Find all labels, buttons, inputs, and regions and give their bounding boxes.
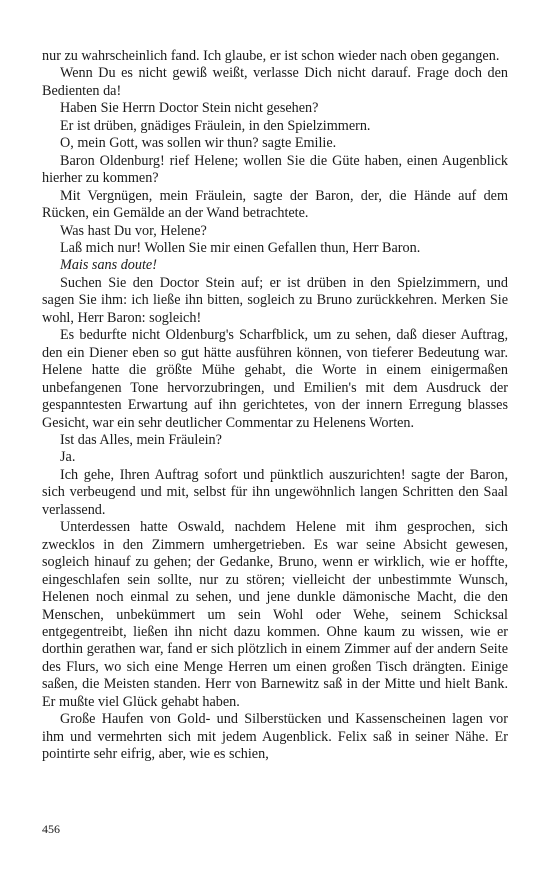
paragraph: Mit Vergnügen, mein Fräulein, sagte der Baron, der, die Hände auf dem Rücken, ein Gemälde an der Wand betrachtete.	[42, 187, 508, 222]
page-number: 456	[42, 822, 60, 836]
paragraph: O, mein Gott, was sollen wir thun? sagte Emilie.	[60, 135, 337, 152]
paragraph: Mais sans doute!	[60, 257, 157, 274]
paragraph: Laß mich nur! Wollen Sie mir einen Gefallen thun, Herr Baron.	[60, 239, 421, 256]
paragraph: Haben Sie Herrn Doctor Stein nicht gesehen?	[60, 100, 319, 117]
paragraph: Baron Oldenburg! rief Helene; wollen Sie die Güte haben, einen Augenblick hierher zu kommen?	[42, 152, 508, 187]
paragraph: Ist das Alles, mein Fräulein?	[60, 431, 222, 448]
book-page-text	[42, 48, 508, 764]
paragraph: Ich gehe, Ihren Auftrag sofort und pünktlich auszurichten! sagte der Baron, sich verbeugend und mit, selbst für ihn ungewöhnlich langen Schritten den Saal verlassend.	[42, 466, 508, 518]
paragraph: Was hast Du vor, Helene?	[60, 222, 207, 239]
paragraph: Unterdessen hatte Oswald, nachdem Helene mit ihm gesprochen, sich zwecklos in den Zimmern umhergetrieben. Es war seine Absicht gewesen, sogleich hinauf zu gehen; der Gedanke, Bruno, wenn er wirklich, wie er hoffte, eingeschlafen sein sollte, nur zu stören; vielleicht der unbestimmte Wunsch, Helenen noch einmal zu sehen, und jene dunkle dämonische Macht, die den Menschen, unbekümmert um sein Wohl oder Wehe, seinem Schicksal entgegentreibt, ließen ihn nicht dazu kommen. Ohne kaum zu wissen, wie er dorthin gerathen war, fand er sich plötzlich in einem Zimmer auf der andern Seite des Flurs, wo sich eine Menge Herren um einen großen Tisch drängten. Einige saßen, die Meisten standen. Herr von Barnewitz saß in der Mitte und hielt Bank. Er mußte viel Glück gehabt haben.	[42, 519, 508, 710]
paragraph: Ja.	[60, 449, 76, 466]
paragraph: Große Haufen von Gold- und Silberstücken und Kassenscheinen lagen vor ihm und vermehrten sich mit jedem Augenblick. Felix saß in seiner Nähe. Er pointirte sehr eifrig, aber, wie es schien,	[42, 711, 508, 763]
paragraph: Es bedurfte nicht Oldenburg's Scharfblick, um zu sehen, daß dieser Auftrag, den ein Diener eben so gut hätte ausführen können, von tieferer Bedeutung war. Helene hatte die größte Mühe gehabt, die Worte in einem einigermaßen unbefangenen Tone hervorzubringen, und Emilien's mit dem Ausdruck der gespanntesten Erwartung auf ihn gerichtetes, von der innern Erregung blasses Gesicht, war ein sehr deutlicher Commentar zu Helenens Worten.	[42, 327, 508, 431]
paragraph: Suchen Sie den Doctor Stein auf; er ist drüben in den Spielzimmern, und sagen Sie ihm: ich ließe ihn bitten, sogleich zu Bruno zurückkehren. Merken Sie wohl, Herr Baron: sogleich!	[42, 274, 508, 326]
paragraph: Wenn Du es nicht gewiß weißt, verlasse Dich nicht darauf. Frage doch den Bedienten da!	[42, 65, 508, 99]
paragraph: nur zu wahrscheinlich fand. Ich glaube, er ist schon wieder nach oben gegangen.	[42, 48, 500, 64]
paragraph: Er ist drüben, gnädiges Fräulein, in den Spielzimmern.	[60, 117, 371, 134]
